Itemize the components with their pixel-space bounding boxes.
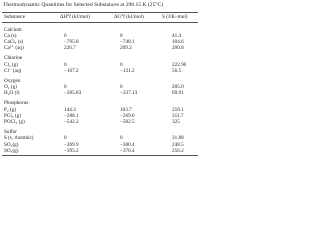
entropy-cell: 41.4 [172,32,182,39]
group-row-calcium [2,23,198,33]
enthalpy-cell: 0 [64,61,67,68]
gibbs-cell: −300.4 [120,141,135,148]
entropy-cell: 69.91 [172,90,184,97]
gibbs-cell: 0 [120,84,123,91]
gibbs-cell: −370.4 [112,148,160,156]
header-row [2,13,198,23]
substance-cell: H₂O (l) [4,90,20,97]
gibbs-cell: 209.2 [120,45,132,52]
thermo-table [2,12,198,156]
gibbs-cell: 0 [120,61,123,68]
enthalpy-cell: −167.2 [64,67,79,74]
enthalpy-cell: −288.1 [64,112,79,119]
group-row-oxygen [2,74,198,84]
entropy-cell: 205.0 [172,84,184,91]
entropy-cell: 222.96 [172,61,187,68]
entropy-cell: 56.5 [172,67,182,74]
gibbs-cell: 0 [120,135,123,142]
entropy-cell: 311.7 [172,112,184,119]
enthalpy-cell: −542.2 [64,119,79,126]
enthalpy-cell: −269.9 [64,141,79,148]
table-row [2,148,198,156]
substance-cell: POCl₃ (g) [4,119,25,126]
entropy-cell: 218.1 [172,106,184,113]
substance-cell: Cl₂ (g) [4,61,19,68]
gibbs-cell: −131.2 [120,67,135,74]
entropy-cell: 200.8 [172,45,184,52]
enthalpy-cell: 226.7 [64,45,76,52]
substance-cell: SO₂(g) [4,141,19,148]
substance-cell: S (s, rhombic) [4,135,34,142]
enthalpy-cell: 0 [64,32,67,39]
enthalpy-cell: −395.2 [58,148,112,156]
group-row-sulfur [2,126,198,136]
gibbs-cell: 103.7 [120,106,132,113]
header-entropy: S (J/K–mol) [160,13,198,23]
gibbs-cell: −237.13 [120,90,138,97]
substance-cell: Cl⁻ (aq) [4,67,22,74]
group-name: Chlorine [4,55,23,62]
enthalpy-cell: 0 [64,135,67,142]
group-row-phosphorus [2,97,198,107]
substance-cell: Ca (s) [4,32,17,39]
group-name: Phosphorus [4,100,29,107]
header-substance: Substance [2,13,58,23]
entropy-cell: 256.2 [160,148,198,156]
group-name: Oxygen [4,77,21,84]
group-name: Calcium [4,26,22,33]
header-gibbs: ΔG°f (kJ/mol) [112,13,160,23]
enthalpy-cell: −795.8 [64,39,79,46]
gibbs-cell: 0 [120,32,123,39]
table-title: Thermodynamic Quantities for Selected Substances at 298.15 K (25°C) [3,2,164,8]
substance-cell: PCl₃ (g) [4,112,21,119]
substance-cell: SO₃(g) [2,148,58,156]
substance-cell: P₂ (g) [4,106,17,113]
gibbs-cell: −269.6 [120,112,135,119]
gibbs-cell: −748.1 [120,39,135,46]
substance-cell: O₂ (g) [4,84,17,91]
header-enthalpy: ΔH°f (kJ/mol) [58,13,112,23]
group-name: Sulfur [4,129,17,136]
substance-cell: CaCl₂ (s) [4,39,24,46]
enthalpy-cell: −285.83 [64,90,82,97]
entropy-cell: 31.88 [172,135,184,142]
substance-cell: Ca²⁺ (aq) [4,45,24,52]
enthalpy-cell: 144.3 [64,106,76,113]
enthalpy-cell: 0 [64,84,67,91]
entropy-cell: 248.5 [172,141,184,148]
entropy-cell: 325 [172,119,180,126]
entropy-cell: 104.6 [172,39,184,46]
group-row-chlorine [2,52,198,62]
gibbs-cell: −502.5 [120,119,135,126]
